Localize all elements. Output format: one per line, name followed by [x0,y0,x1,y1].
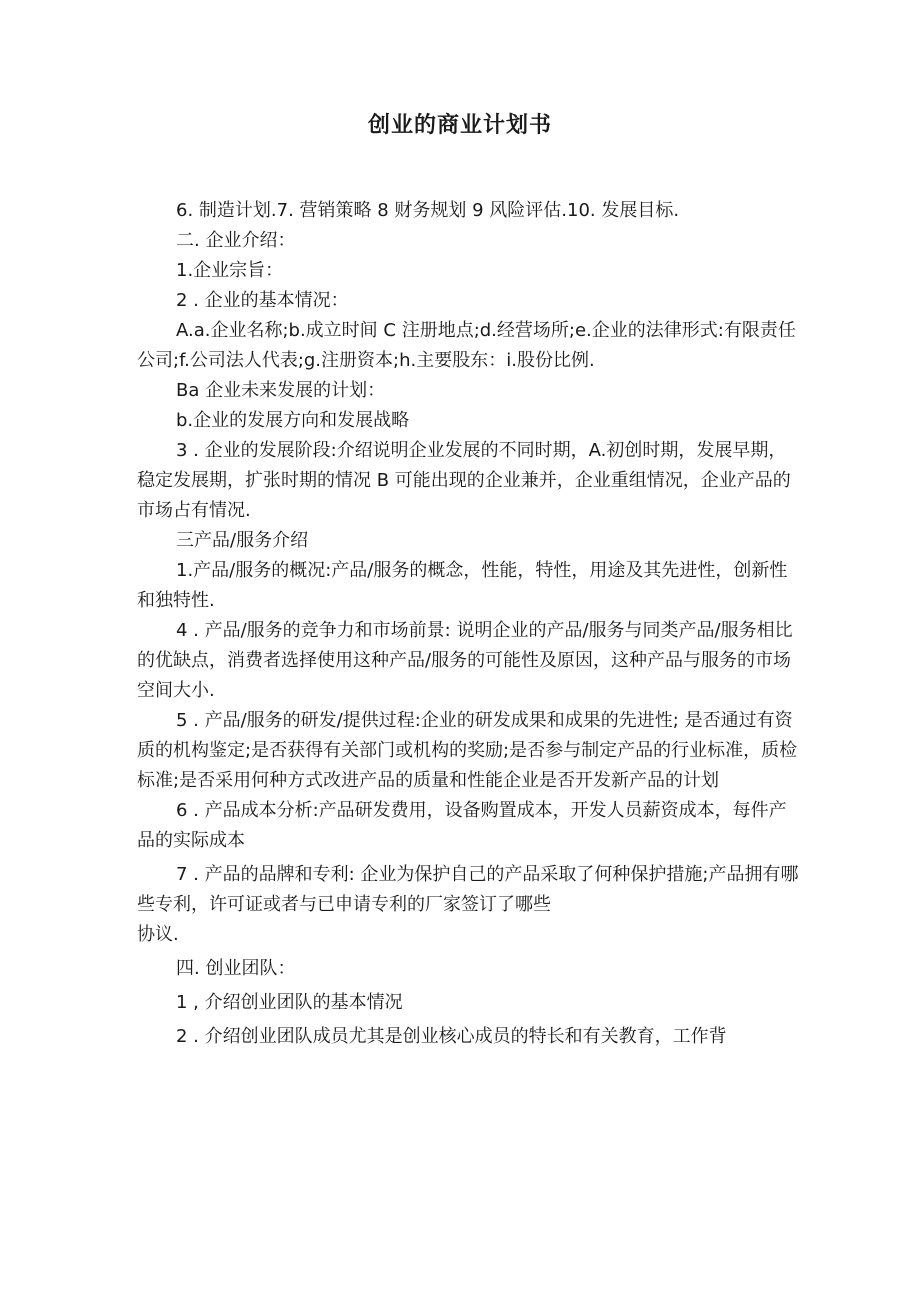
document-title: 创业的商业计划书 [367,113,552,138]
paragraph-company-basics: 2 . 企业的基本情况： [176,290,349,311]
paragraph-team-basics: 1 , 介绍创业团队的基本情况 [176,992,403,1013]
heading-team: 四. 创业团队： [176,958,296,979]
document-body [137,196,801,1052]
paragraph-agreement: 协议. [137,924,179,945]
paragraph-plan-list: 6. 制造计划.7. 营销策略 8 财务规划 9 风险评估.10. 发展目标. [176,200,680,221]
paragraph-company-purpose: 1.企业宗旨： [176,260,284,281]
paragraph-product-brand-patent: 7 . 产品的品牌和专利: 企业为保护自己的产品采取了何种保护措施;产品拥有哪些专利，许可证或者与已申请专利的厂家签订了哪些 [137,864,799,915]
paragraph-future-plans: Ba 企业未来发展的计划： [176,380,386,401]
paragraph-team-members: 2 . 介绍创业团队成员尤其是创业核心成员的特长和有关教育，工作背 [176,1026,727,1047]
paragraph-product-competitiveness: 4 . 产品/服务的竞争力和市场前景: 说明企业的产品/服务与同类产品/服务相比的优缺点，消费者选择使用这种产品/服务的可能性及原因，这种产品与服务的市场空间大小. [137,620,793,701]
paragraph-development-direction: b.企业的发展方向和发展战略 [176,410,410,431]
paragraph-product-cost: 6 . 产品成本分析:产品研发费用，设备购置成本，开发人员薪资成本，每件产品的实际成本 [137,800,787,851]
paragraph-development-stages: 3 . 企业的发展阶段:介绍说明企业发展的不同时期，A.初创时期，发展早期，稳定发展期，扩张时期的情况 B 可能出现的企业兼并，企业重组情况，企业产品的市场占有情况. [137,440,791,521]
heading-company-intro: 二. 企业介绍： [176,230,296,251]
heading-product-intro: 三产品/服务介绍 [176,530,309,551]
paragraph-product-rnd: 5 . 产品/服务的研发/提供过程:企业的研发成果和成果的先进性; 是否通过有资质的机构鉴定;是否获得有关部门或机构的奖励;是否参与制定产品的行业标准，质检标准;是否采用何种方式改进产品的质量和性能企业是否开发新产品的计划 [137,710,798,791]
paragraph-company-details: A.a.企业名称;b.成立时间 C 注册地点;d.经营场所;e.企业的法律形式:有限责任公司;f.公司法人代表;g.注册资本;h.主要股东：i.股份比例. [137,320,796,371]
paragraph-product-overview: 1.产品/服务的概况:产品/服务的概念，性能，特性，用途及其先进性，创新性和独特性. [137,560,788,611]
